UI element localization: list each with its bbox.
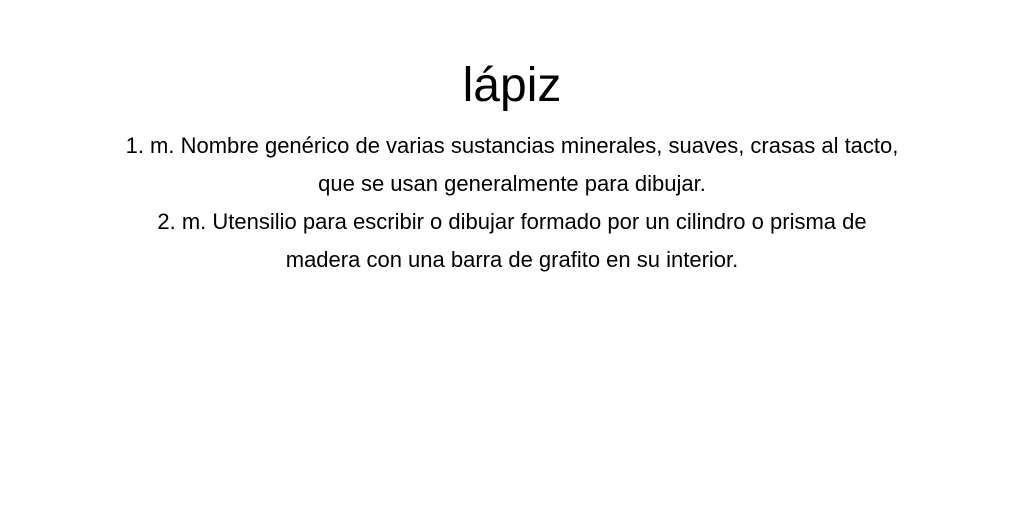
definition-1-line-1: 1. m. Nombre genérico de varias sustancias minerales, suaves, crasas al tacto,	[125, 133, 899, 158]
definition-list	[0, 127, 1024, 279]
definition-item-2	[0, 203, 1024, 279]
definition-2-line-2: madera con una barra de grafito en su interior.	[285, 247, 739, 272]
definition-item-1	[0, 127, 1024, 203]
headword-title: lápiz	[462, 59, 562, 112]
definition-2-line-1: 2. m. Utensilio para escribir o dibujar formado por un cilindro o prisma de	[157, 209, 867, 234]
definition-1-line-2: que se usan generalmente para dibujar.	[318, 171, 706, 196]
